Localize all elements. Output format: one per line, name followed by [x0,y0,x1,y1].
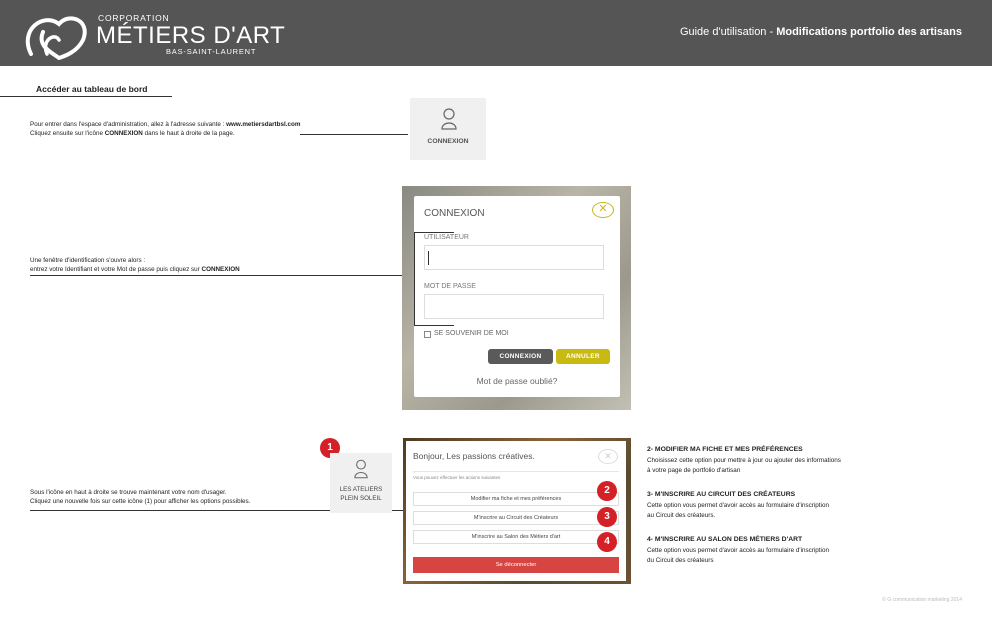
section-title: Accéder au tableau de bord [36,84,148,94]
step1-line2 [30,129,235,139]
header-bar [0,0,992,66]
section-underline [0,96,172,97]
step3-line1: Sous l'icône en haut à droite se trouve maintenant votre nom d'usager. [30,489,227,496]
remember-me-checkbox[interactable] [424,331,431,338]
person-icon [441,108,457,130]
user-menu-popup [406,441,626,581]
step1-line2-suffix: dans le haut à droite de la page. [142,130,235,137]
logo-main-text: MÉTIERS D'ART [96,22,286,49]
step3-line2: Cliquez une nouvelle fois sur cette icône (1) pour afficher les options possibles. [30,498,251,505]
option2-title: 2- MODIFIER MA FICHE ET MES PRÉFÉRENCES [647,446,803,453]
register-salon-button[interactable]: M'inscrire au Salon des Métiers d'art [413,530,619,544]
step1-line1-text: Pour entrer dans l'espace d'administration, allez à l'adresse suivante : [30,121,227,128]
connexion-icon-label: CONNEXION [427,138,469,145]
logo-mark-icon [25,10,91,60]
password-label: MOT DE PASSE [424,283,476,290]
menu-divider [413,471,619,472]
user-name-line2: PLEIN SOLEIL [340,495,382,502]
menu-greeting: Bonjour, Les passions créatives. [413,451,535,461]
logo-sub-text: BAS-SAINT-LAURENT [166,47,257,56]
step1-line2-bold: CONNEXION [104,130,143,137]
guide-title-prefix: Guide d'utilisation - [679,26,777,38]
connexion-icon-button[interactable] [410,98,486,160]
close-icon[interactable]: ✕ [598,449,618,464]
edit-profile-button[interactable]: Modifier ma fiche et mes préférences [413,492,619,506]
cancel-button[interactable]: ANNULER [556,349,610,364]
fields-bracket [414,232,454,326]
option2-line1: Choisissez cette option pour mettre à jour ou ajouter des informations [647,457,841,464]
register-circuit-button[interactable]: M'inscrire au Circuit des Créateurs [413,511,619,525]
login-dialog-title: CONNEXION [424,208,485,219]
option4-line1: Cette option vous permet d'avoir accès au formulaire d'inscription [647,547,829,554]
step2-line1: Une fenêtre d'identification s'ouvre alors : [30,257,146,264]
step2-line2-text: entrez votre Identifiant et votre Mot de passe puis cliquez sur [30,266,202,273]
step1-line2-text: Cliquez ensuite sur l'icône [30,130,105,137]
connexion-button[interactable]: CONNEXION [488,349,553,364]
step2-line2-bold: CONNEXION [201,266,240,273]
option4-title: 4- M'INSCRIRE AU SALON DES MÉTIERS D'ART [647,536,803,543]
option3-line1: Cette option vous permet d'avoir accès au formulaire d'inscription [647,502,829,509]
badge-3: 3 [597,507,617,527]
person-icon [354,459,368,479]
step2-line2 [30,265,240,275]
step2-connector [30,275,414,276]
guide-title [680,26,962,38]
logo-top-text: CORPORATION [98,13,170,23]
user-name-line1: LES ATELIERS [339,486,383,493]
badge-1: 1 [320,438,340,458]
close-icon[interactable]: ✕ [592,202,614,218]
badge-2: 2 [597,481,617,501]
option3-line2: au Circuit des créateurs. [647,512,716,519]
step1-connector [300,134,408,135]
forgot-password-link[interactable]: Mot de passe oublié? [476,376,558,386]
logout-button[interactable]: Se déconnecter [413,557,619,573]
footer-credit: © G communication marketing 2014 [882,597,962,603]
username-label: UTILISATEUR [424,234,469,241]
step1-url: www.metiersdartbsl.com [226,121,301,128]
option3-title: 3- M'INSCRIRE AU CIRCUIT DES CRÉATEURS [647,491,796,498]
option2-line2: à votre page de portfolio d'artisan [647,467,741,474]
user-icon-button[interactable] [330,453,392,513]
remember-me-label: SE SOUVENIR DE MOI [434,330,509,337]
user-name-label [330,485,392,503]
option4-line2: du Circuit des créateurs [647,557,714,564]
menu-note: Vous pouvez effectuer les actions suivantes [413,475,501,480]
guide-title-bold: Modifications portfolio des artisans [776,26,962,38]
badge-4: 4 [597,532,617,552]
